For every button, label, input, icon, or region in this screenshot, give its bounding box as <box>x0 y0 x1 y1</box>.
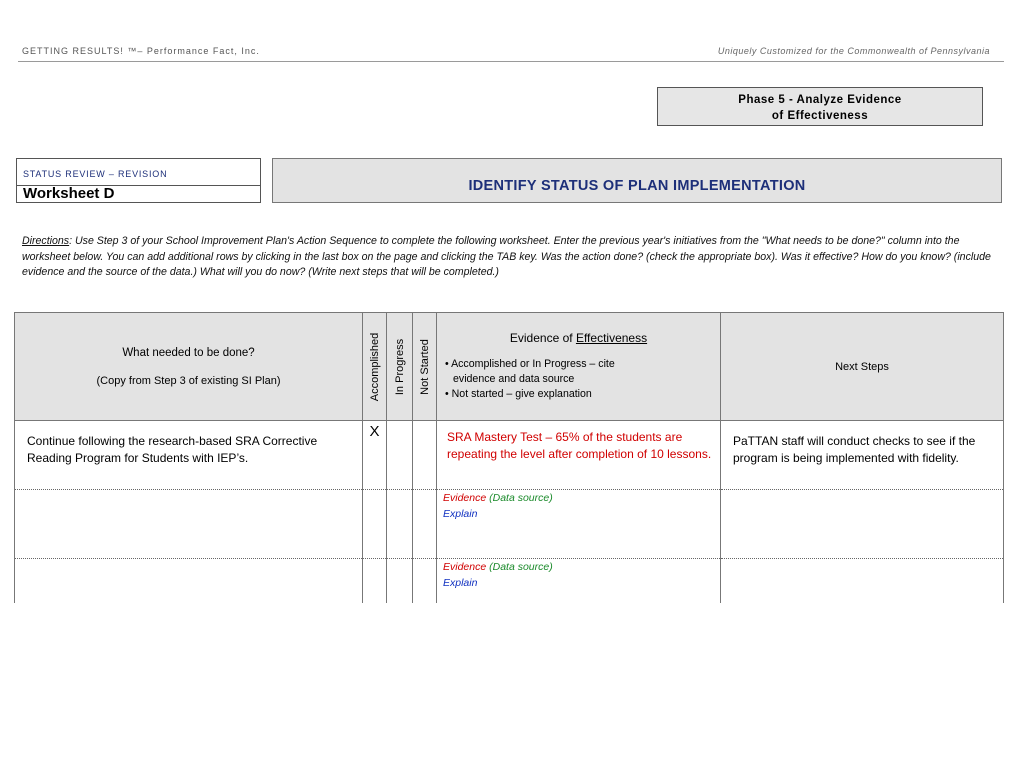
phase-line-1: Phase 5 - Analyze Evidence <box>738 94 902 106</box>
in-progress-cell[interactable] <box>387 421 413 490</box>
header-what-line2: (Copy from Step 3 of existing SI Plan) <box>96 374 281 387</box>
header-evidence <box>437 313 721 421</box>
explain-word: Explain <box>443 577 478 589</box>
table-header-row <box>15 313 1004 421</box>
directions-text <box>22 234 996 281</box>
in-progress-cell[interactable] <box>387 490 413 559</box>
next-steps-text: PaTTAN staff will conduct checks to see if the program is being implemented with fidelity. <box>733 434 976 465</box>
next-steps-cell[interactable] <box>721 559 1004 604</box>
table-row <box>15 559 1004 604</box>
status-worksheet-table <box>14 312 1004 603</box>
what-text: Continue following the research-based SRA Corrective Reading Program for Students with IEP’s. <box>27 434 318 465</box>
evidence-cell[interactable] <box>437 559 721 604</box>
what-cell[interactable] <box>15 490 363 559</box>
directions-body: : Use Step 3 of your School Improvement Plan's Action Sequence to complete the following worksheet. Enter the previous year's initiatives from the "What needs to be done?" column into the worksheet below. You can add additional rows by clicking in the last box on the page and clicking the TAB key. Was the action done? (check the appropriate box). Was it effective? How do you know? (include evidence and the source of the data.) What will you do now? (Write next steps that will be completed.) <box>22 235 991 278</box>
evidence-word: Evidence <box>443 561 487 573</box>
accomplished-cell[interactable] <box>363 421 387 490</box>
header-accomplished-label: Accomplished <box>368 332 381 401</box>
not-started-cell[interactable] <box>413 490 437 559</box>
evidence-bullet-1b: evidence and data source <box>453 373 575 385</box>
evidence-cell[interactable] <box>437 490 721 559</box>
phase-line-2: of Effectiveness <box>771 110 869 122</box>
accomplished-cell[interactable] <box>363 559 387 604</box>
next-steps-cell[interactable] <box>721 490 1004 559</box>
header-what-line1: What needed to be done? <box>122 346 255 359</box>
not-started-cell[interactable] <box>413 421 437 490</box>
header-divider <box>18 61 1004 62</box>
accomplished-cell[interactable] <box>363 490 387 559</box>
what-cell[interactable] <box>15 421 363 490</box>
header-evidence-prefix: Evidence of <box>509 331 576 345</box>
phase-box <box>657 87 983 126</box>
header-evidence-title <box>437 331 720 345</box>
header-not-started-label: Not Started <box>418 338 431 395</box>
header-right-text: Uniquely Customized for the Commonwealth of Pennsylvania <box>717 46 990 56</box>
data-source-word: (Data source) <box>489 492 553 504</box>
header-left-text: GETTING RESULTS! ™– Performance Fact, Inc. <box>22 46 260 56</box>
what-cell[interactable] <box>15 559 363 604</box>
evidence-cell[interactable] <box>437 421 721 490</box>
evidence-bullet-2: • Not started – give explanation <box>445 388 592 400</box>
header-in-progress <box>387 313 413 421</box>
table-row <box>15 421 1004 490</box>
in-progress-cell[interactable] <box>387 559 413 604</box>
evidence-word: Evidence <box>443 492 487 504</box>
status-review-box <box>16 158 261 203</box>
evidence-placeholder <box>437 559 720 591</box>
data-source-word: (Data source) <box>489 561 553 573</box>
table-row <box>15 490 1004 559</box>
evidence-bullet-1a: • Accomplished or In Progress – cite <box>445 358 615 370</box>
header-in-progress-label: In Progress <box>393 338 406 395</box>
not-started-cell[interactable] <box>413 559 437 604</box>
evidence-text: SRA Mastery Test – 65% of the students are repeating the level after completion of 10 lessons. <box>447 430 712 461</box>
header-evidence-bullets <box>437 357 720 402</box>
evidence-placeholder <box>437 490 720 522</box>
worksheet-label: Worksheet D <box>23 185 115 202</box>
header-accomplished <box>363 313 387 421</box>
header-next-steps: Next Steps <box>721 313 1004 421</box>
status-review-label: STATUS REVIEW – REVISION <box>23 169 168 179</box>
page-title: IDENTIFY STATUS OF PLAN IMPLEMENTATION <box>272 158 1002 203</box>
next-steps-cell[interactable] <box>721 421 1004 490</box>
accomplished-mark: X <box>369 423 380 440</box>
header-evidence-underlined: Effectiveness <box>575 331 648 345</box>
directions-lead: Directions <box>22 235 70 247</box>
explain-word: Explain <box>443 508 478 520</box>
header-not-started <box>413 313 437 421</box>
header-what-needed <box>15 313 363 421</box>
